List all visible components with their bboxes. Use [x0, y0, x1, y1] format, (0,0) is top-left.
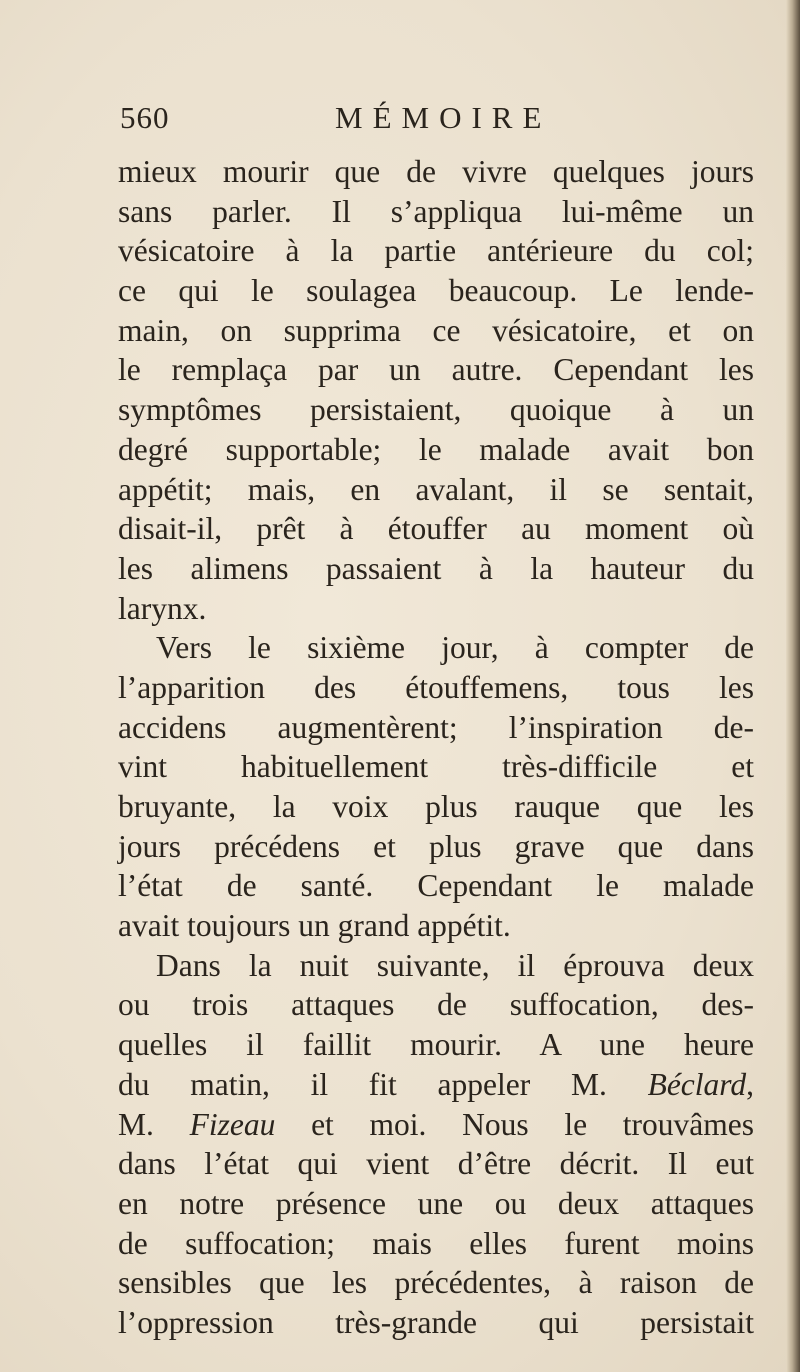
body-text — [118, 152, 754, 1343]
text-line: sensibles que les précédentes, à raison de — [118, 1265, 754, 1301]
text-line-fizeau — [118, 1105, 754, 1145]
text-line: dans l’état qui vient d’être décrit. Il eut — [118, 1146, 754, 1182]
text-line: l’oppression très-grande qui persistait — [118, 1304, 754, 1340]
text-line: l’apparition des étouffemens, tous les — [118, 669, 754, 705]
text-line: de suffocation; mais elles furent moins — [118, 1225, 754, 1261]
text-line: quelles il faillit mourir. A une heure — [118, 1027, 754, 1063]
text-line: appétit; mais, en avalant, il se sentait, — [118, 471, 754, 507]
text-line: accidens augmentèrent; l’inspiration de- — [118, 709, 754, 745]
text-line-beclard — [118, 1065, 754, 1105]
paragraph-end-line: avait toujours un grand appétit. — [118, 908, 511, 944]
text-fragment: , — [746, 1066, 754, 1102]
text-line: degré supportable; le malade avait bon — [118, 431, 754, 467]
page-number: 560 — [120, 100, 170, 135]
text-line: mieux mourir que de vivre quelques jours — [118, 154, 754, 189]
italic-name-fizeau: Fizeau — [189, 1106, 276, 1142]
text-line: sans parler. Il s’appliqua lui-même un — [118, 193, 754, 229]
text-line: le remplaça par un autre. Cependant les — [118, 352, 754, 388]
paragraph-start-line: Vers le sixième jour, à compter de — [156, 630, 754, 666]
text-fragment: M. — [118, 1106, 154, 1142]
text-line: vésicatoire à la partie antérieure du col; — [118, 233, 754, 269]
text-line: l’état de santé. Cependant le malade — [118, 868, 754, 904]
running-title: MÉMOIRE — [335, 100, 552, 135]
paragraph-start-line: Dans la nuit suivante, il éprouva deux — [156, 947, 754, 983]
text-line: ce qui le soulagea beaucoup. Le lende- — [118, 273, 754, 309]
text-line: main, on supprima ce vésicatoire, et on — [118, 312, 754, 348]
text-line: bruyante, la voix plus rauque que les — [118, 789, 754, 824]
text-line: jours précédens et plus grave que dans — [118, 828, 754, 864]
page-header — [120, 100, 750, 148]
italic-name-beclard: Béclard — [647, 1066, 747, 1102]
text-line: en notre présence une ou deux attaques — [118, 1185, 754, 1221]
page-edge-shadow — [786, 0, 800, 1372]
text-line: les alimens passaient à la hauteur du — [118, 550, 754, 586]
text-line: ou trois attaques de suffocation, des- — [118, 987, 754, 1023]
text-line: disait-il, prêt à étouffer au moment où — [118, 511, 754, 547]
text-line: vint habituellement très-difficile et — [118, 749, 754, 785]
paragraph-end-line: larynx. — [118, 590, 207, 626]
text-line: symptômes persistaient, quoique à un — [118, 392, 754, 428]
text-fragment: et moi. Nous le trouvâmes — [311, 1106, 754, 1142]
text-fragment: du matin, il fit appeler M. — [118, 1066, 607, 1102]
